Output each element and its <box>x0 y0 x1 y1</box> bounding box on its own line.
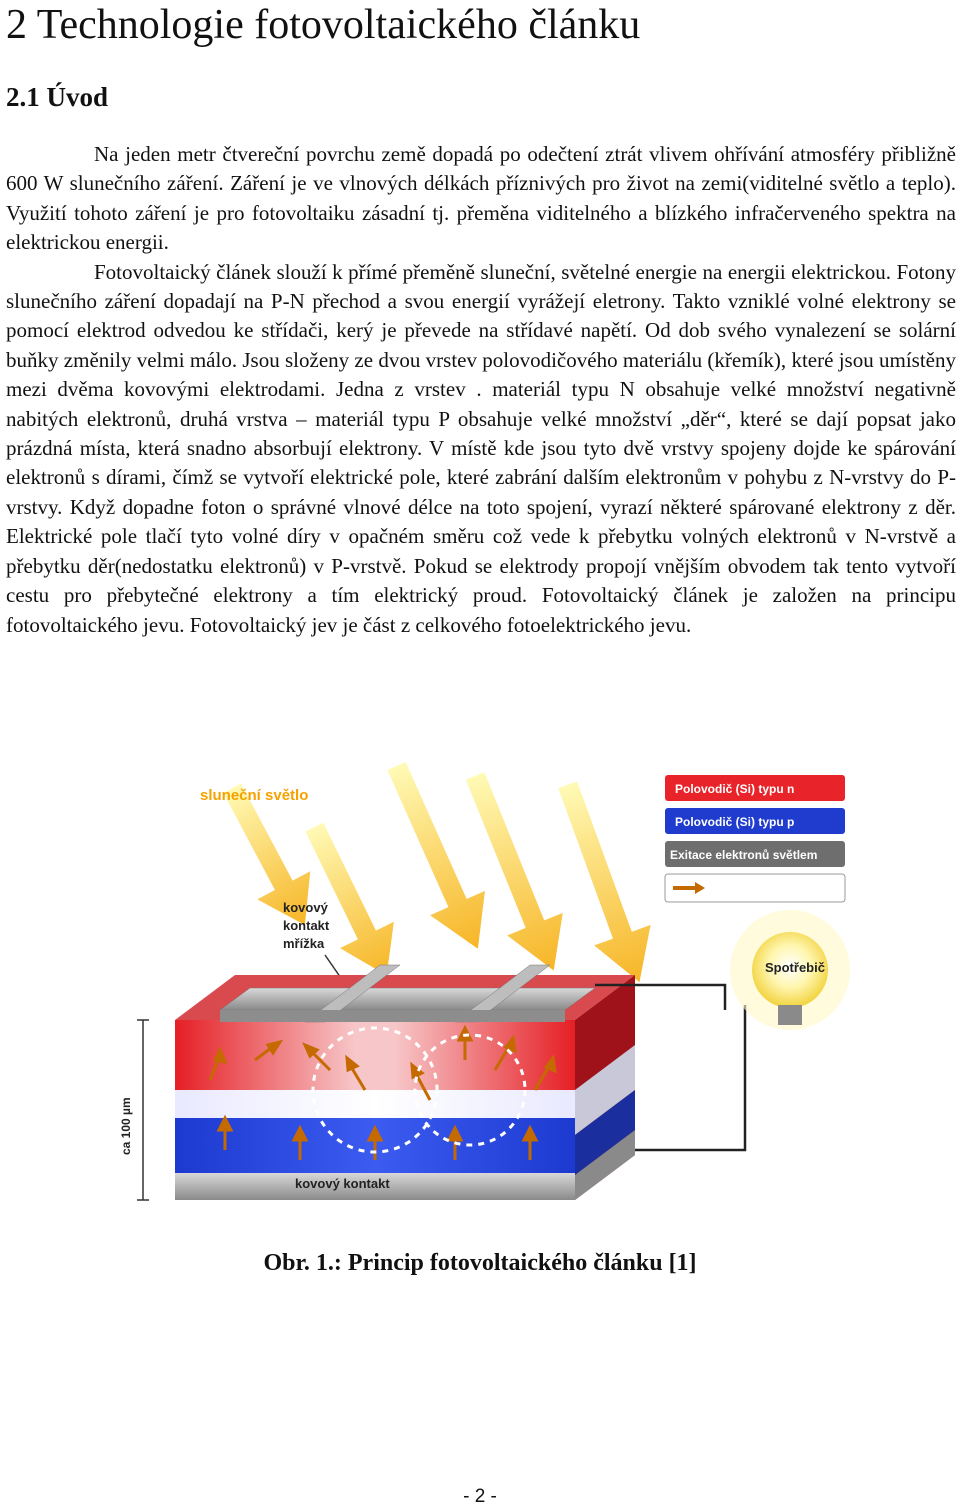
section-heading: 2.1 Úvod <box>6 82 109 112</box>
legend <box>665 775 845 902</box>
figure-caption: Obr. 1.: Princip fotovoltaického článku [1] <box>263 1250 697 1276</box>
grid-label-line-1: kovový <box>283 900 328 915</box>
legend-p-type-label: Polovodič (Si) typu p <box>675 815 795 829</box>
thickness-label: ca 100 µm <box>119 1097 133 1155</box>
load-label: Spotřebič <box>765 960 825 975</box>
legend-n-type-label: Polovodič (Si) typu n <box>675 782 795 796</box>
grid-label-line-2: kontakt <box>283 918 330 933</box>
solar-cell-block <box>175 965 635 1200</box>
legend-excitation-label: Exitace elektronů světlem <box>670 848 818 862</box>
sunlight-label: sluneční světlo <box>200 787 309 804</box>
paragraph-intro: Na jeden metr čtvereční povrchu země dopadá po odečtení ztrát vlivem ohřívání atmosféry přibližně 600 W slunečního záření. Záření je ve vlnových délkách příznivých pro život na zemi(viditelné světlo a teplo). Využití tohoto záření je pro fotovoltaiku zásadní tj. přeměna viditelného a blízkého infračerveného spektra na elektrickou energii. <box>6 142 956 255</box>
figure-photovoltaic-cell <box>119 760 860 1215</box>
page-title: 2 Technologie fotovoltaického článku <box>6 2 641 48</box>
page-number: - 2 - <box>463 1486 497 1507</box>
bottom-contact-label: kovový kontakt <box>295 1176 390 1191</box>
body-text <box>6 140 956 640</box>
grid-label-line-3: mřížka <box>283 936 325 951</box>
paragraph-main: Fotovoltaický článek slouží k přímé přeměně sluneční, světelné energie na energii elektrickou. Fotony slunečního záření dopadají na P-N přechod a svou energií vyrážejí eletrony. Takto vzniklé volné elektrony se pomocí elektrod odvedou ke střídači, kerý je převede na střídavé napětí. Od dob svého vynalezení se solární buňky změnily velmi málo. Jsou složeny ze dvou vrstev polovodičového materiálu (křemík), které jsou umístěny mezi dvěma kovovými elektrodami. Jedna z vrstev . materiál typu N obsahuje velké množství negativně nabitých elektronů, druhá vrstva – materiál typu P obsahuje velké množství „děr“, které se dají popsat jako prázdná místa, která snadno absorbují elektrony. V místě kde jsou tyto dvě vrstvy spojeny dojde ke spárování elektronů s dírami, čímž se vytvoří elektrické pole, které zabrání dalším elektronům v pohybu z N-vrstvy do P-vrstvy. Když dopadne foton o správné vlnové délce na toto spojení, vyrazí některé spárované elektrony z děr. Elektrické pole tlačí tyto volné díry v opačném směru což vede k přebytku volných elektronů v N-vrstvě a přebytku děr(nedostatku elektronů) v P-vrstvě. Pokud se elektrody propojí vnějším obvodem tak tento vytvoří cestu pro přebytečné elektrony a tím elektrický proud. Fotovoltaický článek je založen na principu fotovoltaického jevu. Fotovoltaický jev je část z celkového fotoelektrického jevu. <box>6 259 956 637</box>
